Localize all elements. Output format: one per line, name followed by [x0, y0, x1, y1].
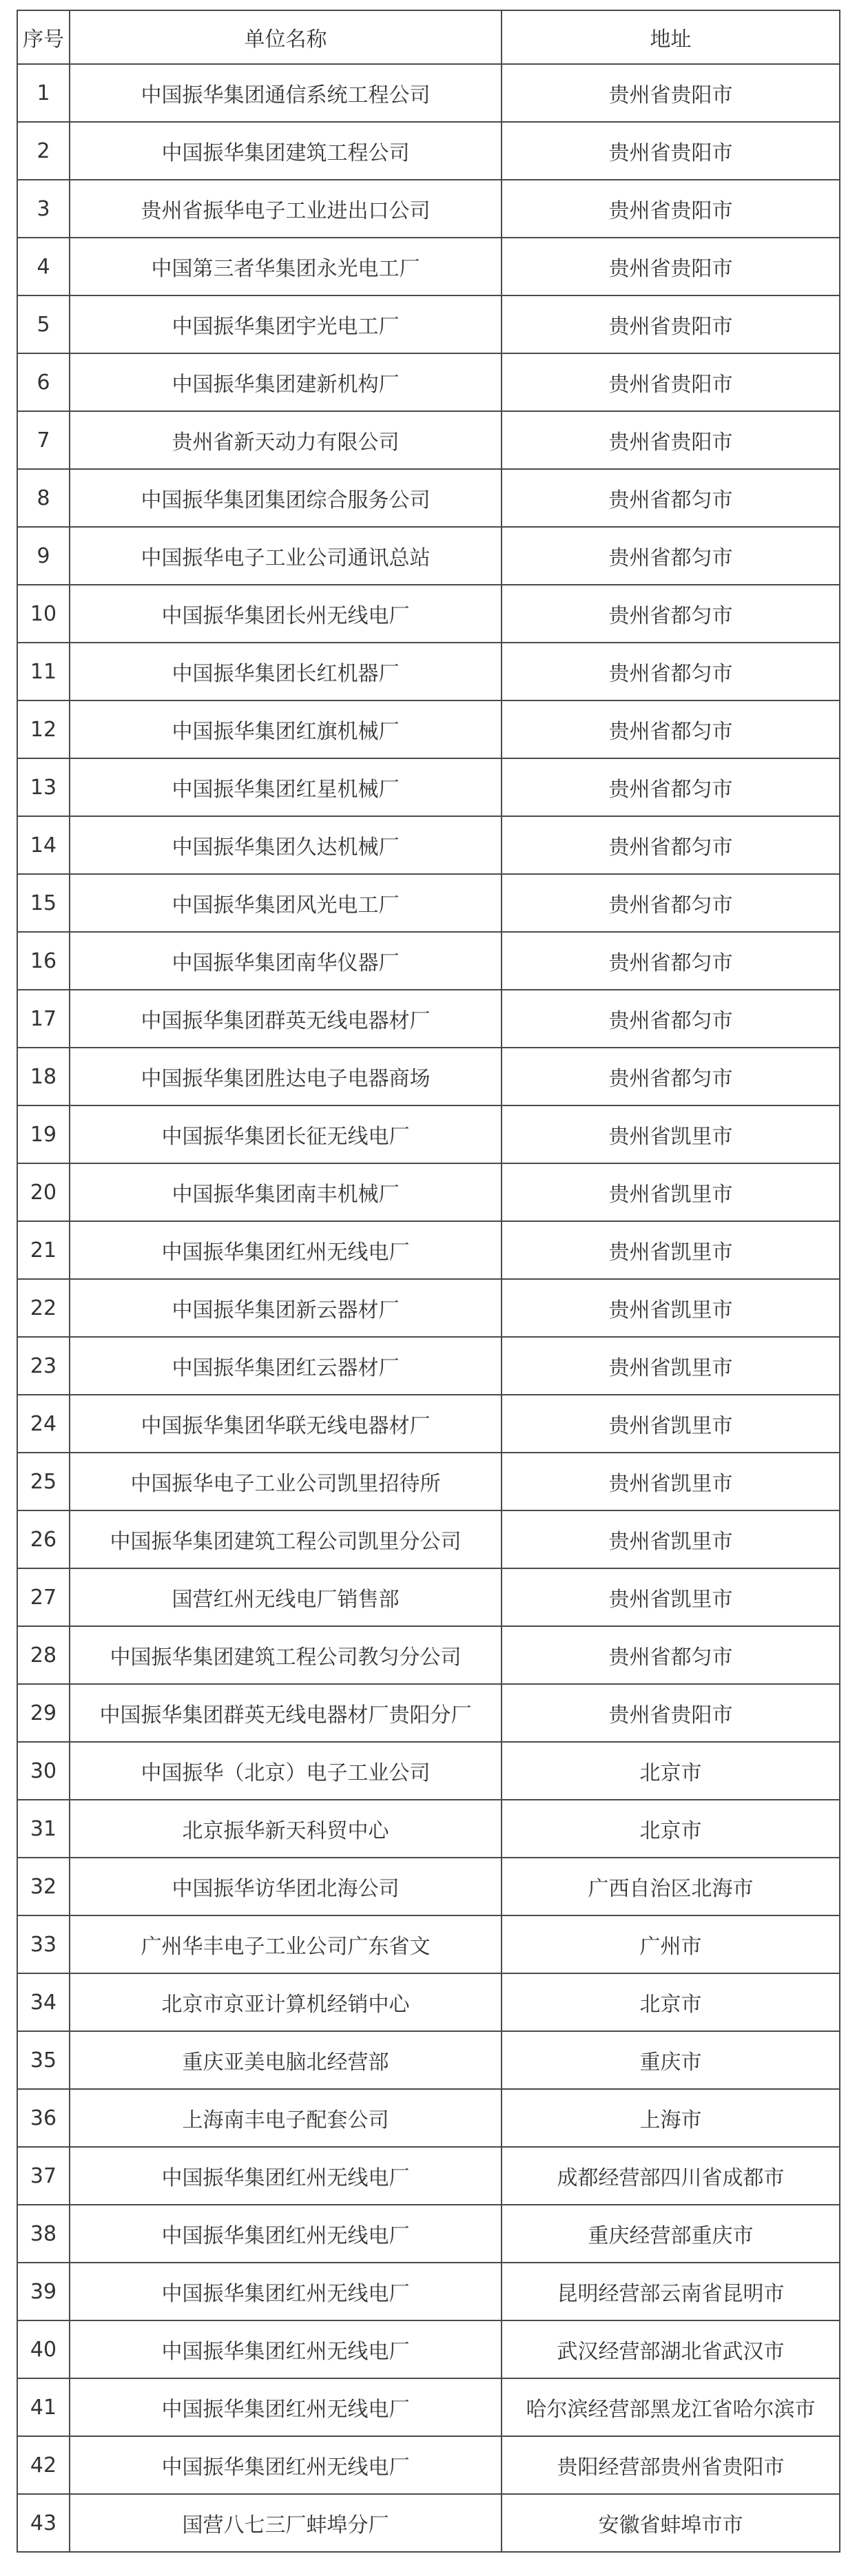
- row-index: 11: [17, 643, 70, 700]
- row-index: 3: [17, 180, 70, 238]
- table-row: [17, 1742, 840, 1800]
- table-row: [17, 1395, 840, 1453]
- row-index: 33: [17, 1915, 70, 1973]
- row-address: 成都经营部四川省成都市: [502, 2147, 840, 2205]
- row-address: 贵州省凯里市: [502, 1337, 840, 1395]
- row-index: 39: [17, 2263, 70, 2320]
- row-index: 24: [17, 1395, 70, 1453]
- table-row: [17, 1163, 840, 1221]
- table-row: [17, 2494, 840, 2552]
- table-row: [17, 353, 840, 411]
- row-index: 18: [17, 1048, 70, 1105]
- row-unit-name: 中国振华集团南华仪器厂: [70, 932, 502, 990]
- row-address: 贵州省都匀市: [502, 816, 840, 874]
- row-unit-name: 中国振华集团风光电工厂: [70, 874, 502, 932]
- row-unit-name: 中国振华集团红云器材厂: [70, 1337, 502, 1395]
- table-row: [17, 122, 840, 180]
- row-address: 贵州省都匀市: [502, 527, 840, 585]
- row-unit-name: 中国振华集团新云器材厂: [70, 1279, 502, 1337]
- row-address: 安徽省蚌埠市市: [502, 2494, 840, 2552]
- table-row: [17, 1915, 840, 1973]
- table-row: [17, 1626, 840, 1684]
- row-index: 26: [17, 1510, 70, 1568]
- row-address: 贵州省都匀市: [502, 1048, 840, 1105]
- table-row: [17, 2378, 840, 2436]
- row-unit-name: 北京市京亚计算机经销中心: [70, 1973, 502, 2031]
- header-unit-name: 单位名称: [70, 10, 502, 64]
- row-index: 10: [17, 585, 70, 643]
- row-unit-name: 中国振华集团建筑工程公司: [70, 122, 502, 180]
- row-index: 16: [17, 932, 70, 990]
- table-row: [17, 1568, 840, 1626]
- row-address: 上海市: [502, 2089, 840, 2147]
- header-address: 地址: [502, 10, 840, 64]
- row-unit-name: 上海南丰电子配套公司: [70, 2089, 502, 2147]
- row-index: 13: [17, 758, 70, 816]
- row-unit-name: 贵州省振华电子工业进出口公司: [70, 180, 502, 238]
- header-row: [17, 10, 840, 64]
- table-row: [17, 64, 840, 122]
- row-unit-name: 中国振华集团红州无线电厂: [70, 2436, 502, 2494]
- row-index: 31: [17, 1800, 70, 1858]
- table-row: [17, 1221, 840, 1279]
- table-body: [17, 64, 840, 2552]
- row-unit-name: 中国振华集团红州无线电厂: [70, 1221, 502, 1279]
- row-unit-name: 贵州省新天动力有限公司: [70, 411, 502, 469]
- row-index: 32: [17, 1858, 70, 1915]
- table-row: [17, 1453, 840, 1510]
- row-unit-name: 中国振华集团长红机器厂: [70, 643, 502, 700]
- table-row: [17, 585, 840, 643]
- row-index: 43: [17, 2494, 70, 2552]
- table-row: [17, 295, 840, 353]
- table-row: [17, 2263, 840, 2320]
- row-address: 武汉经营部湖北省武汉市: [502, 2320, 840, 2378]
- row-address: 重庆市: [502, 2031, 840, 2089]
- row-unit-name: 中国振华集团红星机械厂: [70, 758, 502, 816]
- table-row: [17, 469, 840, 527]
- row-unit-name: 中国振华集团建筑工程公司凯里分公司: [70, 1510, 502, 1568]
- row-unit-name: 中国振华集团红州无线电厂: [70, 2378, 502, 2436]
- row-index: 42: [17, 2436, 70, 2494]
- row-address: 贵州省贵阳市: [502, 180, 840, 238]
- row-index: 34: [17, 1973, 70, 2031]
- table-row: [17, 238, 840, 295]
- row-unit-name: 中国振华集团宇光电工厂: [70, 295, 502, 353]
- row-address: 贵阳经营部贵州省贵阳市: [502, 2436, 840, 2494]
- row-unit-name: 中国振华集团华联无线电器材厂: [70, 1395, 502, 1453]
- row-index: 28: [17, 1626, 70, 1684]
- row-unit-name: 中国振华集团红州无线电厂: [70, 2205, 502, 2263]
- row-address: 贵州省都匀市: [502, 469, 840, 527]
- row-unit-name: 中国振华电子工业公司凯里招待所: [70, 1453, 502, 1510]
- table-row: [17, 643, 840, 700]
- row-index: 22: [17, 1279, 70, 1337]
- row-unit-name: 中国振华（北京）电子工业公司: [70, 1742, 502, 1800]
- table-row: [17, 700, 840, 758]
- table-row: [17, 1048, 840, 1105]
- row-address: 贵州省都匀市: [502, 1626, 840, 1684]
- row-address: 重庆经营部重庆市: [502, 2205, 840, 2263]
- row-unit-name: 中国振华集团建筑工程公司教匀分公司: [70, 1626, 502, 1684]
- row-index: 41: [17, 2378, 70, 2436]
- row-address: 北京市: [502, 1800, 840, 1858]
- row-address: 贵州省贵阳市: [502, 64, 840, 122]
- row-address: 贵州省都匀市: [502, 758, 840, 816]
- row-address: 贵州省凯里市: [502, 1568, 840, 1626]
- row-index: 35: [17, 2031, 70, 2089]
- row-unit-name: 中国第三者华集团永光电工厂: [70, 238, 502, 295]
- table-row: [17, 1510, 840, 1568]
- row-index: 5: [17, 295, 70, 353]
- row-index: 2: [17, 122, 70, 180]
- row-address: 广州市: [502, 1915, 840, 1973]
- row-unit-name: 中国振华电子工业公司通讯总站: [70, 527, 502, 585]
- row-address: 贵州省贵阳市: [502, 295, 840, 353]
- row-index: 37: [17, 2147, 70, 2205]
- row-address: 贵州省都匀市: [502, 700, 840, 758]
- row-unit-name: 中国振华集团南丰机械厂: [70, 1163, 502, 1221]
- row-index: 20: [17, 1163, 70, 1221]
- table-row: [17, 1337, 840, 1395]
- row-address: 广西自治区北海市: [502, 1858, 840, 1915]
- row-index: 4: [17, 238, 70, 295]
- table-row: [17, 1973, 840, 2031]
- row-index: 1: [17, 64, 70, 122]
- row-unit-name: 中国振华集团红旗机械厂: [70, 700, 502, 758]
- row-unit-name: 中国振华集团集团综合服务公司: [70, 469, 502, 527]
- table-row: [17, 2320, 840, 2378]
- row-index: 19: [17, 1105, 70, 1163]
- row-address: 贵州省凯里市: [502, 1221, 840, 1279]
- table-row: [17, 2089, 840, 2147]
- row-unit-name: 中国振华集团建新机构厂: [70, 353, 502, 411]
- row-index: 23: [17, 1337, 70, 1395]
- table-row: [17, 180, 840, 238]
- table-row: [17, 1279, 840, 1337]
- row-address: 贵州省凯里市: [502, 1395, 840, 1453]
- row-index: 40: [17, 2320, 70, 2378]
- table-row: [17, 932, 840, 990]
- row-index: 21: [17, 1221, 70, 1279]
- row-unit-name: 国营红州无线电厂销售部: [70, 1568, 502, 1626]
- row-address: 贵州省都匀市: [502, 585, 840, 643]
- row-unit-name: 国营八七三厂蚌埠分厂: [70, 2494, 502, 2552]
- row-index: 12: [17, 700, 70, 758]
- row-unit-name: 中国振华集团长征无线电厂: [70, 1105, 502, 1163]
- row-address: 贵州省贵阳市: [502, 238, 840, 295]
- row-address: 贵州省贵阳市: [502, 411, 840, 469]
- row-index: 7: [17, 411, 70, 469]
- header-index: 序号: [17, 10, 70, 64]
- row-address: 贵州省凯里市: [502, 1510, 840, 1568]
- row-address: 贵州省凯里市: [502, 1163, 840, 1221]
- row-index: 38: [17, 2205, 70, 2263]
- row-index: 30: [17, 1742, 70, 1800]
- table-row: [17, 1105, 840, 1163]
- row-unit-name: 中国振华集团久达机械厂: [70, 816, 502, 874]
- row-index: 29: [17, 1684, 70, 1742]
- row-index: 6: [17, 353, 70, 411]
- row-address: 贵州省都匀市: [502, 874, 840, 932]
- units-table: [17, 10, 840, 2553]
- table-row: [17, 527, 840, 585]
- row-unit-name: 中国振华集团红州无线电厂: [70, 2147, 502, 2205]
- row-address: 贵州省贵阳市: [502, 353, 840, 411]
- row-address: 贵州省贵阳市: [502, 122, 840, 180]
- table-row: [17, 990, 840, 1048]
- row-index: 8: [17, 469, 70, 527]
- row-index: 36: [17, 2089, 70, 2147]
- row-address: 北京市: [502, 1742, 840, 1800]
- row-address: 贵州省都匀市: [502, 932, 840, 990]
- row-unit-name: 中国振华集团群英无线电器材厂: [70, 990, 502, 1048]
- row-unit-name: 北京振华新天科贸中心: [70, 1800, 502, 1858]
- table-row: [17, 2147, 840, 2205]
- row-address: 北京市: [502, 1973, 840, 2031]
- table-row: [17, 2031, 840, 2089]
- table-row: [17, 2205, 840, 2263]
- table-row: [17, 411, 840, 469]
- table-row: [17, 1684, 840, 1742]
- row-unit-name: 中国振华集团红州无线电厂: [70, 2263, 502, 2320]
- row-index: 27: [17, 1568, 70, 1626]
- row-index: 14: [17, 816, 70, 874]
- row-address: 昆明经营部云南省昆明市: [502, 2263, 840, 2320]
- row-unit-name: 中国振华集团长州无线电厂: [70, 585, 502, 643]
- row-unit-name: 中国振华集团胜达电子电器商场: [70, 1048, 502, 1105]
- table-row: [17, 1858, 840, 1915]
- table-row: [17, 874, 840, 932]
- row-index: 17: [17, 990, 70, 1048]
- row-unit-name: 中国振华集团红州无线电厂: [70, 2320, 502, 2378]
- row-unit-name: 中国振华集团通信系统工程公司: [70, 64, 502, 122]
- row-address: 哈尔滨经营部黑龙江省哈尔滨市: [502, 2378, 840, 2436]
- table-row: [17, 816, 840, 874]
- row-index: 25: [17, 1453, 70, 1510]
- table-row: [17, 1800, 840, 1858]
- row-address: 贵州省凯里市: [502, 1453, 840, 1510]
- row-address: 贵州省凯里市: [502, 1279, 840, 1337]
- row-address: 贵州省都匀市: [502, 990, 840, 1048]
- row-unit-name: 重庆亚美电脑北经营部: [70, 2031, 502, 2089]
- row-index: 15: [17, 874, 70, 932]
- row-unit-name: 广州华丰电子工业公司广东省文: [70, 1915, 502, 1973]
- row-address: 贵州省贵阳市: [502, 1684, 840, 1742]
- row-address: 贵州省凯里市: [502, 1105, 840, 1163]
- row-index: 9: [17, 527, 70, 585]
- row-address: 贵州省都匀市: [502, 643, 840, 700]
- row-unit-name: 中国振华集团群英无线电器材厂贵阳分厂: [70, 1684, 502, 1742]
- table-row: [17, 758, 840, 816]
- row-unit-name: 中国振华访华团北海公司: [70, 1858, 502, 1915]
- table-row: [17, 2436, 840, 2494]
